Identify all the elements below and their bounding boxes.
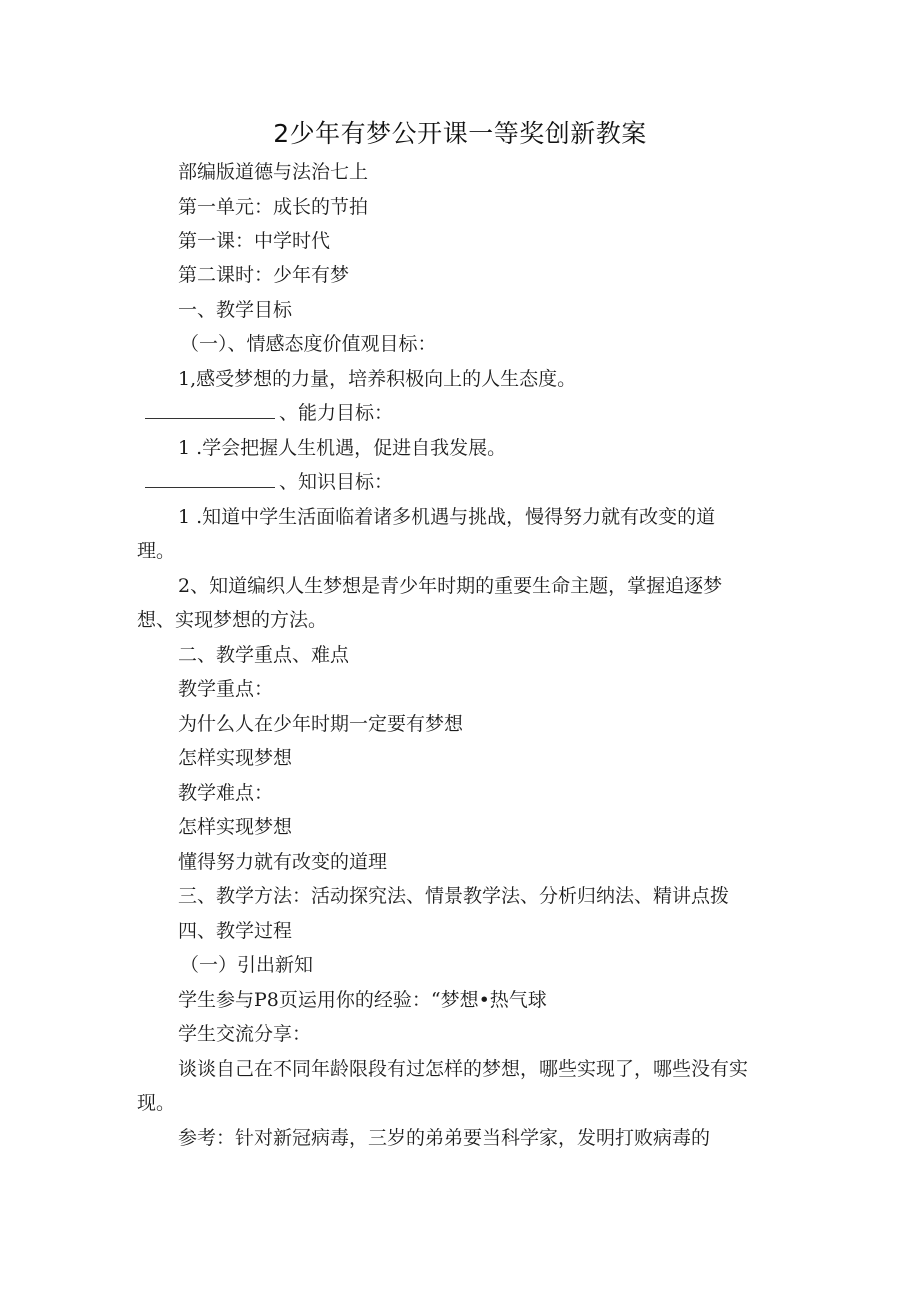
text-line: 1 .知道中学生活面临着诸多机遇与挑战，慢得努力就有改变的道 <box>178 506 716 528</box>
text-line: 2、知道编织人生梦想是青少年时期的重要生命主题，掌握追逐梦 <box>178 575 723 597</box>
text-line: 懂得努力就有改变的道理 <box>178 851 388 873</box>
text-line: 四、教学过程 <box>178 920 293 942</box>
text-line: 教学难点： <box>178 782 274 804</box>
text-line: 参考：针对新冠病毒，三岁的弟弟要当科学家，发明打败病毒的 <box>178 1127 711 1149</box>
text-line: 怎样实现梦想 <box>178 747 293 769</box>
text-line: （一）、情感态度价值观目标： <box>180 333 437 355</box>
text-line-with-blank <box>145 401 393 425</box>
text-line: 学生参与P8页运用你的经验：“梦想•热气球 <box>178 989 547 1011</box>
document-title: 2少年有梦公开课一等奖创新教案 <box>273 119 647 148</box>
text-line: 部编版道德与法治七上 <box>178 161 369 183</box>
fill-in-blank <box>145 471 275 488</box>
text-line: 1 .学会把握人生机遇，促进自我发展。 <box>178 437 507 459</box>
text-line: 一、教学目标 <box>178 299 293 321</box>
fill-in-blank <box>145 402 275 419</box>
text-line: 第二课时：少年有梦 <box>178 264 350 286</box>
text-line: （一）引出新知 <box>180 954 314 976</box>
text-line: 1,感受梦想的力量，培养积极向上的人生态度。 <box>178 368 577 390</box>
text-line: 、能力目标： <box>279 402 394 424</box>
text-line: 第一课：中学时代 <box>178 230 331 252</box>
text-line: 现。 <box>137 1092 176 1114</box>
text-line-with-blank <box>145 470 393 494</box>
text-line: 二、教学重点、难点 <box>178 644 350 666</box>
text-line: 理。 <box>137 540 176 562</box>
text-line: 怎样实现梦想 <box>178 816 293 838</box>
text-line: 谈谈自己在不同年龄限段有过怎样的梦想，哪些实现了，哪些没有实 <box>178 1058 749 1080</box>
text-line: 为什么人在少年时期一定要有梦想 <box>178 713 464 735</box>
text-line: 三、教学方法：活动探究法、情景教学法、分析归纳法、精讲点拨 <box>178 885 730 907</box>
text-line: 第一单元：成长的节拍 <box>178 196 369 218</box>
text-line: 想、实现梦想的方法。 <box>137 609 328 631</box>
text-line: 学生交流分享： <box>178 1023 312 1045</box>
text-line: 、知识目标： <box>279 471 394 493</box>
text-line: 教学重点： <box>178 678 274 700</box>
